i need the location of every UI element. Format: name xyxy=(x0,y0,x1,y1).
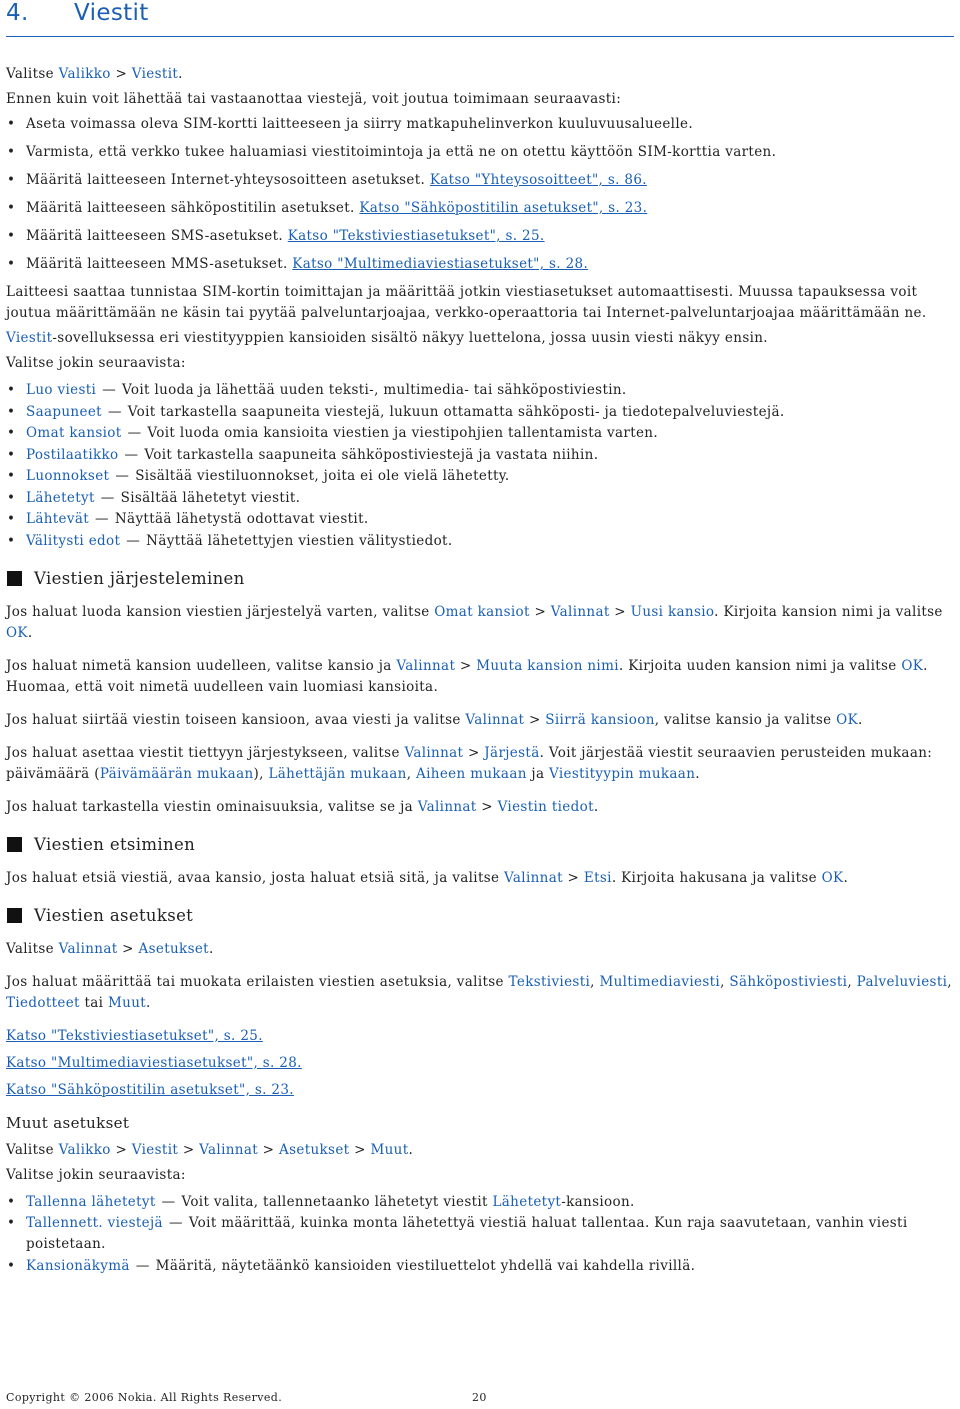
ok-link[interactable]: OK xyxy=(901,657,924,674)
list-item: • Postilaatikko — Voit tarkastella saapuneita sähköpostiviestejä ja vastata niihin. xyxy=(6,445,952,466)
viestit-link[interactable]: Viestit xyxy=(131,1141,179,1158)
ok-link[interactable]: OK xyxy=(821,869,844,886)
settings-p1: Valitse Valinnat > Asetukset. xyxy=(6,940,214,957)
bullet-icon: • xyxy=(7,256,16,272)
settings-ref2 xyxy=(6,1053,952,1074)
muut-link[interactable]: Muut xyxy=(370,1141,409,1158)
auto-settings-text: Laitteesi saattaa tunnistaa SIM-kortin toimittajan ja määrittää jotkin viestiasetukset automaattisesti. Muussa tapauksessa voit joutua määrittämään ne käsin tai pyytää palveluntarjoajaa, verkko-operaattoria tai Internet-palveluntarjoajaa määrittämään ne. xyxy=(6,284,927,321)
list-item: • Lähtevät — Näyttää lähetystä odottavat viestit. xyxy=(6,509,952,530)
bullet-icon: • xyxy=(7,532,16,549)
app-description: Viestit-sovelluksessa eri viestityyppien kansioiden sisältö näkyy luettelona, jossa uusin viesti näkyy ensin. xyxy=(6,330,768,346)
option-link[interactable]: Tallennett. viestejä xyxy=(26,1215,163,1231)
choose-text: Valitse jokin seuraavista: xyxy=(6,355,186,371)
section-square-icon xyxy=(7,908,22,923)
folder-list xyxy=(6,380,952,552)
option-link[interactable]: Tallenna lähetetyt xyxy=(26,1193,156,1210)
valinnat-link[interactable]: Valinnat xyxy=(504,869,563,886)
sort-type-link[interactable]: Viestityypin mukaan xyxy=(549,765,696,782)
valinnat-link[interactable]: Valinnat xyxy=(396,657,456,674)
palveluviesti-link[interactable]: Palveluviesti xyxy=(856,973,948,990)
xref-link[interactable]: Katso "Multimediaviestiasetukset", s. 28. xyxy=(292,256,589,272)
list-item: • Määritä laitteeseen MMS-asetukset. Katso "Multimediaviestiasetukset", s. 28. xyxy=(6,254,952,275)
sahkopostiviesti-link[interactable]: Sähköpostiviesti xyxy=(729,973,848,990)
list-item: • Määritä laitteeseen Internet-yhteysosoitteen asetukset. Katso "Yhteysosoitteet", s. 86. xyxy=(6,170,952,191)
folder-link[interactable]: Omat kansiot xyxy=(26,425,122,441)
settings-ref1 xyxy=(6,1026,952,1047)
organize-p1: Jos haluat luoda kansion viestien järjestelyä varten, valitse Omat kansiot > Valinnat > Uusi kansio. Kirjoita kansion nimi ja valitse OK. xyxy=(6,603,943,641)
folder-link[interactable]: Välitysti edot xyxy=(26,532,121,549)
multimediaviesti-link[interactable]: Multimediaviesti xyxy=(599,973,721,990)
section-heading-organize: Viestien järjesteleminen xyxy=(6,568,952,590)
xref-link[interactable]: Katso "Multimediaviestiasetukset", s. 28. xyxy=(6,1054,302,1071)
section-square-icon xyxy=(7,571,22,586)
siirra-kansioon-link[interactable]: Siirrä kansioon xyxy=(545,711,655,728)
list-item: • Kansionäkymä — Määritä, näytetäänkö kansioiden viestiluettelot yhdellä vai kahdella rivillä. xyxy=(6,1256,952,1277)
option-link[interactable]: Kansionäkymä xyxy=(26,1257,130,1274)
folder-link[interactable]: Lähtevät xyxy=(26,511,90,527)
list-item: • Lähetetyt — Sisältää lähetetyt viestit. xyxy=(6,488,952,509)
viestin-tiedot-link[interactable]: Viestin tiedot xyxy=(497,798,594,815)
other-p1: Valitse Valikko > Viestit > Valinnat > Asetukset > Muut. xyxy=(6,1141,414,1158)
menu-path-intro: Valitse Valikko > Viestit. xyxy=(6,66,183,82)
messages-link[interactable]: Viestit xyxy=(131,66,179,82)
ok-link[interactable]: OK xyxy=(836,711,859,728)
xref-link[interactable]: Katso "Sähköpostitilin asetukset", s. 23. xyxy=(6,1081,294,1098)
bullet-icon: • xyxy=(7,511,16,527)
list-item: • Välitysti edot — Näyttää lähetettyjen viestien välitystiedot. xyxy=(6,531,952,552)
bullet-icon: • xyxy=(7,200,16,216)
list-item: • Saapuneet — Voit tarkastella saapuneita viestejä, lukuun ottamatta sähköposti- ja tiedotepalveluviestejä. xyxy=(6,402,952,423)
list-item: • Määritä laitteeseen SMS-asetukset. Katso "Tekstiviestiasetukset", s. 25. xyxy=(6,226,952,247)
copyright-text: Copyright © 2006 Nokia. All Rights Reserved. xyxy=(6,1391,283,1404)
app-link[interactable]: Viestit xyxy=(6,330,53,346)
xref-link[interactable]: Katso "Tekstiviestiasetukset", s. 25. xyxy=(6,1027,263,1044)
sort-sender-link[interactable]: Lähettäjän mukaan xyxy=(268,765,407,782)
section-square-icon xyxy=(7,837,22,852)
bullet-icon: • xyxy=(7,468,16,484)
chapter-title: Viestit xyxy=(74,0,149,26)
settings-p2: Jos haluat määrittää tai muokata erilaisten viestien asetuksia, valitse Tekstiviesti, Multimediaviesti, Sähköpostiviesti, Palveluviesti, Tiedotteet tai Muut. xyxy=(6,973,952,1011)
organize-p5: Jos haluat tarkastella viestin ominaisuuksia, valitse se ja Valinnat > Viestin tiedot. xyxy=(6,798,599,815)
ok-link[interactable]: OK xyxy=(6,624,28,641)
search-p1: Jos haluat etsiä viestiä, avaa kansio, josta haluat etsiä sitä, ja valitse Valinnat > Etsi. Kirjoita hakusana ja valitse OK. xyxy=(6,869,849,886)
valinnat-link[interactable]: Valinnat xyxy=(199,1141,258,1158)
muuta-kansion-nimi-link[interactable]: Muuta kansion nimi xyxy=(476,657,619,674)
prereq-list xyxy=(6,114,952,275)
tiedotteet-link[interactable]: Tiedotteet xyxy=(6,994,80,1011)
bullet-icon: • xyxy=(7,144,16,160)
bullet-icon: • xyxy=(7,1215,16,1231)
organize-p4: Jos haluat asettaa viestit tiettyyn järjestykseen, valitse Valinnat > Järjestä. Voit järjestää viestit seuraavien perusteiden mukaan: päivämäärä (Päivämäärän mukaan), Lähettäjän mukaan, Aiheen mukaan ja Viestityypin mukaan. xyxy=(6,744,933,782)
valinnat-link[interactable]: Valinnat xyxy=(417,798,477,815)
chapter-number: 4. xyxy=(6,0,29,26)
muut-link[interactable]: Muut xyxy=(108,994,147,1011)
bullet-icon: • xyxy=(7,382,16,398)
chapter-header xyxy=(6,0,954,37)
bullet-icon: • xyxy=(7,172,16,188)
list-item: • Luonnokset — Sisältää viestiluonnokset, joita ei ole vielä lähetetty. xyxy=(6,466,952,487)
page-number: 20 xyxy=(472,1391,487,1404)
page-footer xyxy=(6,1391,487,1404)
bullet-icon: • xyxy=(7,446,16,463)
sort-subject-link[interactable]: Aiheen mukaan xyxy=(416,765,527,782)
valinnat-link[interactable]: Valinnat xyxy=(404,744,464,761)
list-item: • Tallenna lähetetyt — Voit valita, tallennetaanko lähetetyt viestit Lähetetyt-kansioon. xyxy=(6,1192,952,1213)
omat-kansiot-link[interactable]: Omat kansiot xyxy=(434,603,530,620)
list-item: • Luo viesti — Voit luoda ja lähettää uuden teksti-, multimedia- tai sähköpostiviestin. xyxy=(6,380,952,401)
other-options-list xyxy=(6,1192,952,1277)
bullet-icon: • xyxy=(7,489,16,506)
asetukset-link[interactable]: Asetukset xyxy=(278,1141,350,1158)
bullet-icon: • xyxy=(7,1193,16,1210)
list-item: • Omat kansiot — Voit luoda omia kansioita viestien ja viestipohjien tallentamista varten. xyxy=(6,423,952,444)
uusi-kansio-link[interactable]: Uusi kansio xyxy=(630,603,715,620)
organize-p3: Jos haluat siirtää viestin toiseen kansioon, avaa viesti ja valitse Valinnat > Siirrä kansioon, valitse kansio ja valitse OK. xyxy=(6,711,863,728)
other-choose: Valitse jokin seuraavista: xyxy=(6,1166,186,1183)
etsi-link[interactable]: Etsi xyxy=(583,869,612,886)
menu-link[interactable]: Valikko xyxy=(58,66,111,82)
sort-date-link[interactable]: Päivämäärän mukaan xyxy=(99,765,254,782)
bullet-icon: • xyxy=(7,228,16,244)
sent-folder-link[interactable]: Lähetetyt xyxy=(492,1193,562,1210)
bullet-icon: • xyxy=(7,403,16,420)
folder-link[interactable]: Luo viesti xyxy=(26,382,97,398)
folder-link[interactable]: Lähetetyt xyxy=(26,489,95,506)
valikko-link[interactable]: Valikko xyxy=(58,1141,111,1158)
valinnat-link[interactable]: Valinnat xyxy=(550,603,610,620)
tekstiviesti-link[interactable]: Tekstiviesti xyxy=(508,973,591,990)
valinnat-link[interactable]: Valinnat xyxy=(465,711,525,728)
content xyxy=(6,64,952,1277)
list-item: • Varmista, että verkko tukee haluamiasi viestitoimintoja ja että ne on otettu käyttöön SIM-korttia varten. xyxy=(6,142,952,163)
subsection-heading-other: Muut asetukset xyxy=(6,1113,130,1132)
asetukset-link[interactable]: Asetukset xyxy=(138,940,209,957)
before-text: Ennen kuin voit lähettää tai vastaanottaa viestejä, voit joutua toimimaan seuraavasti: xyxy=(6,91,622,107)
bullet-icon: • xyxy=(7,1257,16,1274)
folder-link[interactable]: Postilaatikko xyxy=(26,446,119,463)
folder-link[interactable]: Saapuneet xyxy=(26,403,102,420)
settings-ref3 xyxy=(6,1080,952,1101)
section-heading-search: Viestien etsiminen xyxy=(6,834,952,856)
bullet-icon: • xyxy=(7,116,16,132)
valinnat-link[interactable]: Valinnat xyxy=(58,940,118,957)
list-item: • Määritä laitteeseen sähköpostitilin asetukset. Katso "Sähköpostitilin asetukset", s. 23. xyxy=(6,198,952,219)
xref-link[interactable]: Katso "Yhteysosoitteet", s. 86. xyxy=(429,172,647,188)
bullet-icon: • xyxy=(7,425,16,441)
xref-link[interactable]: Katso "Tekstiviestiasetukset", s. 25. xyxy=(287,228,545,244)
section-heading-settings: Viestien asetukset xyxy=(6,905,952,927)
jarjesta-link[interactable]: Järjestä xyxy=(484,744,540,761)
list-item: • Aseta voimassa oleva SIM-kortti laitteeseen ja siirry matkapuhelinverkon kuuluvuusalueelle. xyxy=(6,114,952,135)
list-item: • Tallennett. viestejä — Voit määrittää, kuinka monta lähetettyä viestiä haluat tallentaa. Kun raja saavutetaan, vanhin viesti poistetaan. xyxy=(7,1215,908,1252)
organize-p2: Jos haluat nimetä kansion uudelleen, valitse kansio ja Valinnat > Muuta kansion nimi. Kirjoita uuden kansion nimi ja valitse OK. Huomaa, että voit nimetä uudelleen vain luomiasi kansioita. xyxy=(6,657,928,695)
folder-link[interactable]: Luonnokset xyxy=(26,468,110,484)
xref-link[interactable]: Katso "Sähköpostitilin asetukset", s. 23. xyxy=(359,200,648,216)
